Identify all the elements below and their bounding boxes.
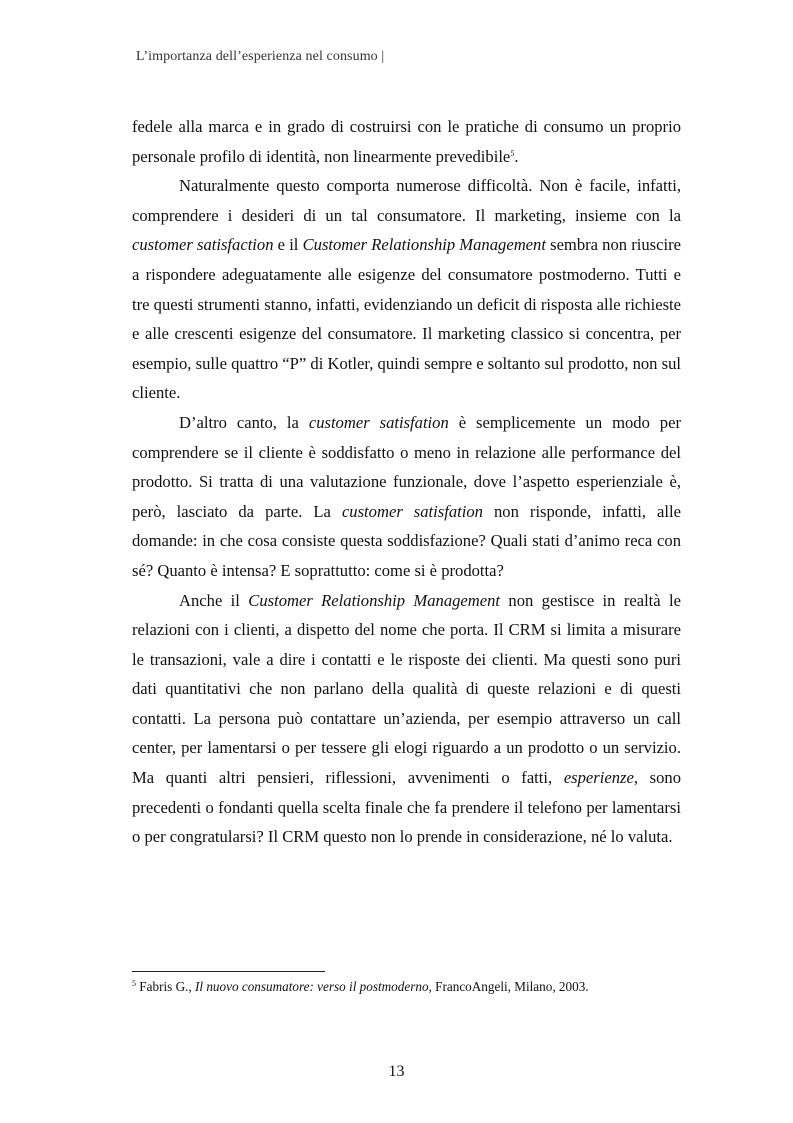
text-run: . (514, 146, 519, 166)
text-run: sembra non riuscire a rispondere adeguatamente alle esigenze del consumatore postmoderno. Tutti e tre questi strumenti stanno, infatti, evidenziando un deficit di risposta alle richieste e alle crescenti esigenze del consumatore. Il marketing classico si concentra, per esempio, sulle quattro “P” di Kotler, quindi sempre e soltanto sul prodotto, non sul cliente. (132, 235, 681, 403)
italic-term: esperienze (563, 768, 634, 788)
body-text (132, 112, 681, 852)
footnote (132, 978, 692, 996)
footnote-author: Fabris G., (136, 979, 195, 994)
paragraph-2 (132, 171, 681, 408)
text-run: è semplicemente un modo per comprendere se il cliente è soddisfatto o meno in relazione alle performance del prodotto. Si tratta di una valutazione funzionale, dove l’aspetto esperienziale è, però, lasciato da parte. La (132, 412, 682, 521)
text-run: non gestisce in realtà le relazioni con i clienti, a dispetto del nome che porta. Il CRM si limita a misurare le transazioni, vale a dire i contatti e le risposte dei clienti. Ma questi sono puri dati quantitativi che non parlano della qualità di queste relazioni e di questi contatti. La persona può contattare un’azienda, per esempio attraverso un call center, per lamentarsi o per tessere gli elogi riguardo a un prodotto o un servizio. Ma quanti altri pensieri, riflessioni, avvenimenti o fatti, (132, 590, 681, 788)
text-run: D’altro canto, la (179, 412, 309, 432)
footnote-divider (132, 971, 325, 972)
footnote-publisher: , FrancoAngeli, Milano, 2003. (428, 979, 589, 994)
text-run: fedele alla marca e in grado di costruirsi con le pratiche di consumo un proprio personale profilo di identità, non linearmente prevedibile (132, 117, 681, 166)
paragraph-4 (132, 586, 681, 852)
text-run: , sono precedenti o fondanti quella scelta finale che fa prendere il telefono per lamentarsi o per congratularsi? Il CRM questo non lo prende in considerazione, né lo valuta. (132, 768, 681, 847)
running-header: L’importanza dell’esperienza nel consumo | (136, 49, 385, 64)
paragraph-1 (132, 112, 681, 171)
italic-term: customer satisfation (341, 501, 483, 521)
footnote-title: Il nuovo consumatore: verso il postmoderno (194, 979, 429, 994)
text-run: Anche il (179, 590, 249, 610)
italic-term: Customer Relationship Management (302, 235, 546, 255)
page-number: 13 (388, 1063, 405, 1080)
footnote-reference: 5 (510, 148, 515, 158)
text-run: Naturalmente questo comporta numerose difficoltà. Non è facile, infatti, comprendere i desideri di un tal consumatore. Il marketing, insieme con la (132, 176, 681, 225)
text-run: e il (273, 235, 303, 255)
footnote-marker: 5 (132, 979, 136, 988)
italic-term: customer satisfaction (132, 235, 274, 255)
italic-term: Customer Relationship Management (248, 590, 501, 610)
text-run: non risponde, infatti, alle domande: in che cosa consiste questa soddisfazione? Quali stati d’animo reca con sé? Quanto è intensa? E soprattutto: come si è prodotta? (132, 501, 682, 580)
italic-term: customer satisfation (308, 412, 449, 432)
paragraph-3 (132, 408, 681, 586)
